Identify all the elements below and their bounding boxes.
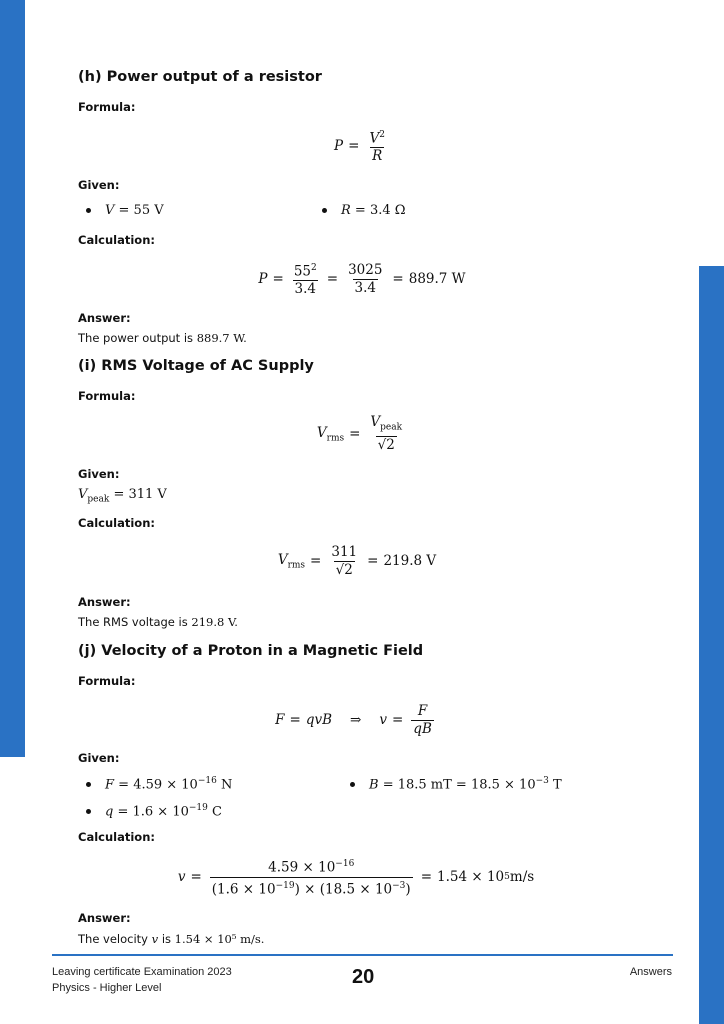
section-i-calculation: $V_{rms}$ = $\frac{311}{√2}$ = 219.8 V: [277, 543, 437, 578]
footer-section: Answers: [629, 966, 672, 978]
section-h-formula: P = $\frac{V^2}{R}$: [334, 129, 385, 165]
section-h-answer: The power output is 889.7 W.: [78, 331, 247, 345]
section-j-calculation: v = $\frac{4.59 \times 10^{-16}}{(1.6 \times 10^{-19}) \times (18.5 \times 10^{-3})}$ = 1.54 × 10 5 m/s: [177, 859, 535, 897]
given-peak-voltage: $V_{peak} = 311$ V: [78, 487, 167, 505]
left-accent-bar: [0, 0, 25, 757]
page-number: 20: [352, 966, 375, 988]
section-h-calculation: P = $\frac{55^2}{3.4}$ = $\frac{3025}{3.4}$ = 889.7 W: [258, 261, 466, 298]
section-i-given-label: Given:: [78, 467, 120, 481]
section-j-answer: The velocity v is 1.54 × 10⁵ m/s.: [78, 932, 265, 946]
right-accent-bar: [699, 266, 724, 1024]
section-i-formula: $V_{rms}$ = $\frac{V_{peak}}{√2}$: [316, 413, 403, 454]
section-i-formula-label: Formula:: [78, 389, 136, 403]
section-i-answer: The RMS voltage is 219.8 V.: [78, 615, 238, 629]
section-j-answer-label: Answer:: [78, 911, 131, 925]
given-charge: $q = 1.6 \times 10^{-19}$ C: [86, 803, 222, 819]
section-i-answer-label: Answer:: [78, 595, 131, 609]
section-j-formula-label: Formula:: [78, 674, 136, 688]
section-h-title: (h) Power output of a resistor: [78, 69, 322, 85]
section-j-formula: F = qvB ⇒ v = $\frac{F}{qB}$: [275, 702, 432, 737]
section-h-given-label: Given:: [78, 178, 120, 192]
section-j-title: (j) Velocity of a Proton in a Magnetic Field: [78, 643, 424, 659]
section-h-calc-label: Calculation:: [78, 233, 155, 247]
section-i-calc-label: Calculation:: [78, 516, 155, 530]
section-j-given-label: Given:: [78, 751, 120, 765]
footer-level: Physics - Higher Level: [52, 982, 162, 994]
given-force: $F = 4.59 \times 10^{-16}$ N: [86, 776, 232, 792]
given-field: B = 18.5 mT = $18.5 \times 10^{-3}$ T: [350, 776, 562, 792]
section-h-answer-label: Answer:: [78, 311, 131, 325]
given-voltage: V = 55 V: [86, 203, 164, 218]
section-i-title: (i) RMS Voltage of AC Supply: [78, 358, 314, 374]
given-resistance: R = 3.4 Ω: [322, 203, 406, 218]
footer-exam: Leaving certificate Examination 2023: [52, 966, 232, 978]
footer-divider: [52, 954, 673, 956]
section-h-formula-label: Formula:: [78, 100, 136, 114]
section-j-calc-label: Calculation:: [78, 830, 155, 844]
